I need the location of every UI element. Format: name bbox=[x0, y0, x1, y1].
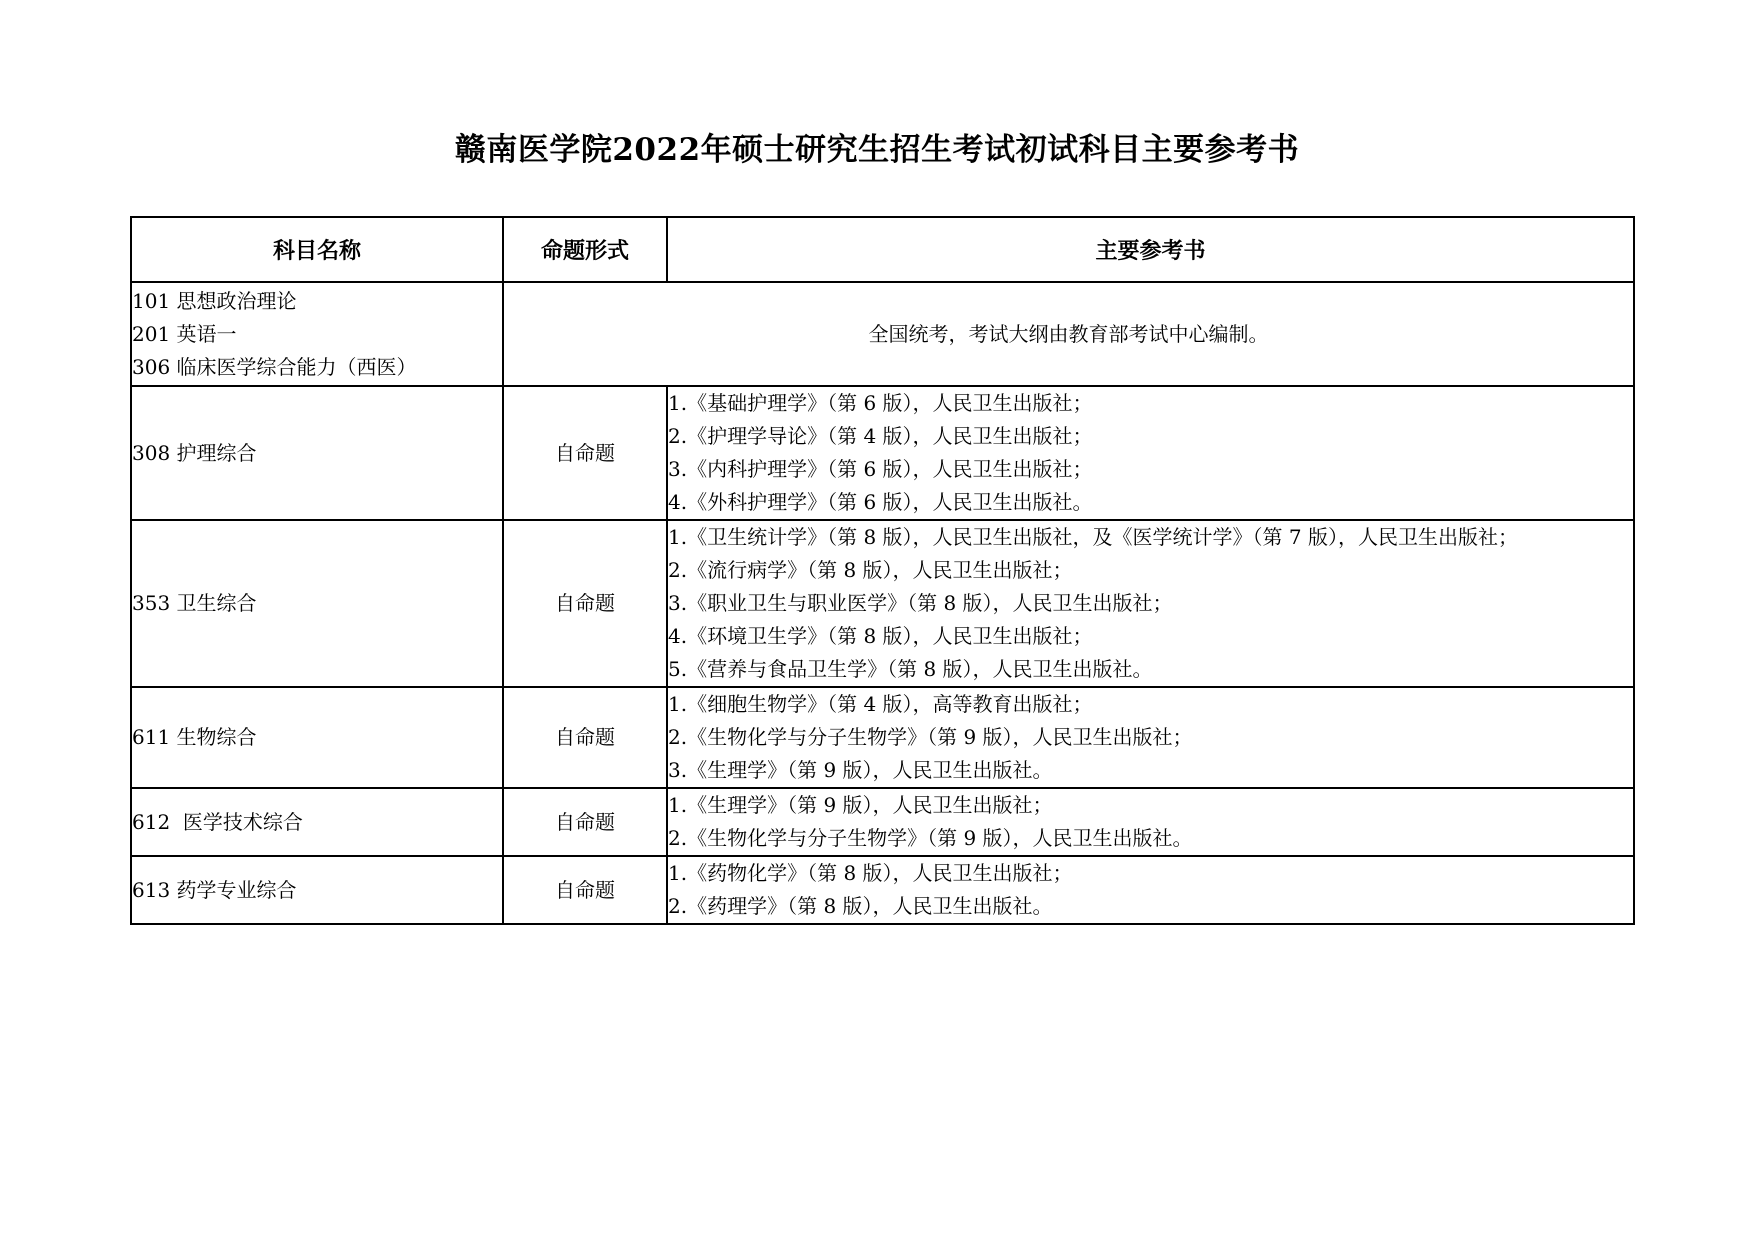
reference-books-table bbox=[130, 216, 1635, 925]
subject-name: 101 思想政治理论 bbox=[132, 288, 297, 313]
table-row bbox=[131, 520, 1634, 687]
reference-book: 3.《生理学》（第 9 版），人民卫生出版社。 bbox=[668, 758, 1053, 782]
table-row-national bbox=[131, 282, 1634, 386]
reference-book: 3.《内科护理学》（第 6 版），人民卫生出版社； bbox=[668, 457, 1093, 481]
reference-book: 2.《药理学》（第 8 版），人民卫生出版社。 bbox=[668, 894, 1053, 918]
reference-book: 1.《基础护理学》（第 6 版），人民卫生出版社； bbox=[668, 391, 1093, 415]
national-subjects-cell bbox=[131, 282, 503, 386]
table-row bbox=[131, 687, 1634, 788]
reference-book: 1.《细胞生物学》（第 4 版），高等教育出版社； bbox=[668, 692, 1093, 716]
table-row bbox=[131, 386, 1634, 520]
reference-book: 3.《职业卫生与职业医学》（第 8 版），人民卫生出版社； bbox=[668, 591, 1173, 615]
subject-name: 308 护理综合 bbox=[131, 386, 503, 520]
reference-books-cell bbox=[667, 520, 1634, 687]
header-reference-books: 主要参考书 bbox=[667, 217, 1634, 282]
reference-book: 2.《生物化学与分子生物学》（第 9 版），人民卫生出版社； bbox=[668, 725, 1193, 749]
reference-books-cell bbox=[667, 386, 1634, 520]
question-form: 自命题 bbox=[503, 788, 667, 856]
subject-name: 306 临床医学综合能力（西医） bbox=[132, 354, 417, 379]
table-row bbox=[131, 788, 1634, 856]
subject-name: 611 生物综合 bbox=[131, 687, 503, 788]
reference-book: 1.《生理学》（第 9 版），人民卫生出版社； bbox=[668, 793, 1053, 817]
reference-book: 5.《营养与食品卫生学》（第 8 版），人民卫生出版社。 bbox=[668, 657, 1153, 681]
reference-book: 1.《药物化学》（第 8 版），人民卫生出版社； bbox=[668, 861, 1073, 885]
reference-book: 2.《生物化学与分子生物学》（第 9 版），人民卫生出版社。 bbox=[668, 826, 1193, 850]
question-form: 自命题 bbox=[503, 687, 667, 788]
subject-name: 353 卫生综合 bbox=[131, 520, 503, 687]
reference-book: 2.《护理学导论》（第 4 版），人民卫生出版社； bbox=[668, 424, 1093, 448]
question-form: 自命题 bbox=[503, 856, 667, 924]
national-exam-note: 全国统考，考试大纲由教育部考试中心编制。 bbox=[503, 282, 1634, 386]
question-form: 自命题 bbox=[503, 520, 667, 687]
reference-books-cell bbox=[667, 856, 1634, 924]
subject-name: 613 药学专业综合 bbox=[131, 856, 503, 924]
header-question-form: 命题形式 bbox=[503, 217, 667, 282]
subject-name: 612 医学技术综合 bbox=[131, 788, 503, 856]
subject-name: 201 英语一 bbox=[132, 321, 237, 346]
table-row bbox=[131, 856, 1634, 924]
page-title: 赣南医学院2022年硕士研究生招生考试初试科目主要参考书 bbox=[454, 132, 1300, 168]
reference-books-cell bbox=[667, 788, 1634, 856]
reference-book: 2.《流行病学》（第 8 版），人民卫生出版社； bbox=[668, 558, 1073, 582]
reference-book: 4.《外科护理学》（第 6 版），人民卫生出版社。 bbox=[668, 490, 1093, 514]
reference-book: 4.《环境卫生学》（第 8 版），人民卫生出版社； bbox=[668, 624, 1093, 648]
reference-book: 1.《卫生统计学》（第 8 版），人民卫生出版社，及《医学统计学》（第 7 版），人民卫生出版社； bbox=[668, 525, 1518, 549]
table-header-row bbox=[131, 217, 1634, 282]
header-subject-name: 科目名称 bbox=[131, 217, 503, 282]
question-form: 自命题 bbox=[503, 386, 667, 520]
reference-books-cell bbox=[667, 687, 1634, 788]
